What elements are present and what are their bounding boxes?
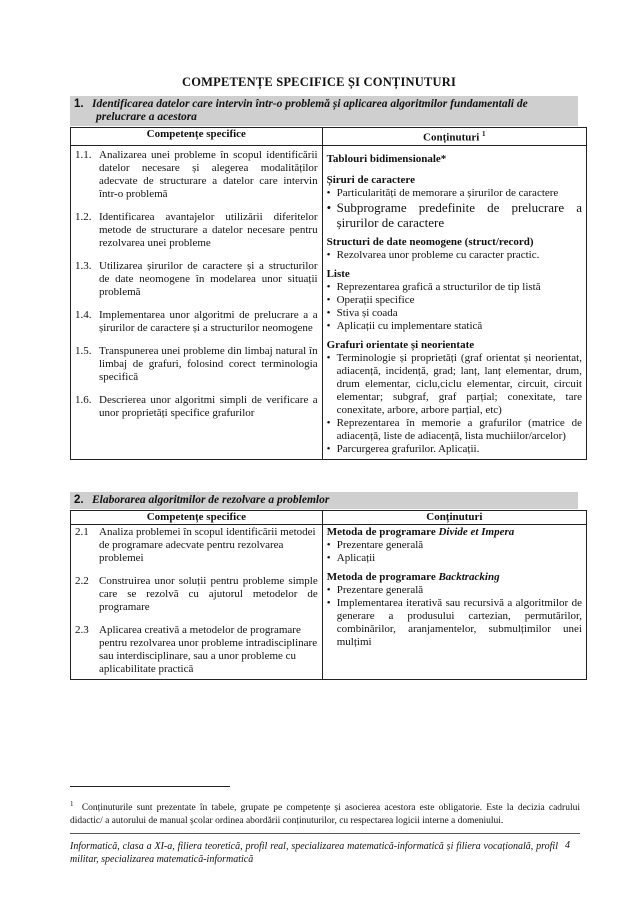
competence-number: 1.1. bbox=[75, 148, 92, 161]
footnote bbox=[70, 798, 580, 828]
content-heading-graphs: Grafuri orientate și neorientate bbox=[326, 338, 475, 351]
list-item: • Aplicații bbox=[327, 552, 582, 565]
list-item: • Particularități de memorare a șirurilor de caractere bbox=[327, 187, 582, 200]
section-2-number: 2. bbox=[74, 494, 84, 506]
competence-text: Utilizarea șirurilor de caractere și a structurilor de date neomogene în modelarea unor situații problemă bbox=[99, 259, 318, 298]
contents-header bbox=[322, 128, 586, 146]
competences-cell bbox=[71, 525, 323, 680]
section-1-table bbox=[70, 127, 587, 460]
footnote-mark: 1 bbox=[70, 800, 74, 808]
competence-item bbox=[75, 526, 318, 565]
list-item: • Prezentare generală bbox=[327, 539, 582, 552]
competence-item bbox=[75, 260, 318, 299]
content-heading-strings: Șiruri de caractere bbox=[326, 173, 415, 186]
method-prefix: Metoda de programare bbox=[326, 526, 439, 538]
competence-number: 1.2. bbox=[75, 210, 92, 223]
graphs-list bbox=[327, 352, 582, 456]
competences-header: Competențe specifice bbox=[71, 511, 323, 525]
competence-item bbox=[75, 309, 318, 335]
contents-header-label: Conținuturi bbox=[423, 131, 480, 144]
list-item: • Operații specifice bbox=[327, 294, 582, 307]
competence-item bbox=[75, 345, 318, 384]
section-2-heading bbox=[70, 492, 578, 509]
footnote-ref: 1 bbox=[482, 130, 486, 138]
footer-separator bbox=[70, 833, 580, 834]
contents-header: Conținuturi bbox=[322, 511, 586, 525]
competence-item bbox=[75, 575, 318, 614]
competence-text: Construirea unor soluții pentru probleme simple care se rezolvă cu ajutorul metodelor de programare bbox=[99, 575, 318, 613]
competence-number: 1.4. bbox=[75, 308, 92, 321]
lists-list bbox=[327, 281, 582, 333]
competence-text: Analizarea unei probleme în scopul identificării datelor necesare și alegerea modalităților adecvate de structurare a datelor care intervin într-o problemă bbox=[99, 148, 318, 200]
footnote-separator bbox=[70, 786, 230, 787]
page-footer: Informatică, clasa a XI-a, filiera teoretică, profil real, specializarea matematică-informatică și filiera vocațională, profil militar, specializarea matematică-informatică bbox=[70, 841, 558, 865]
competence-number: 1.3. bbox=[75, 259, 92, 272]
section-1-title-line1: Identificarea datelor care intervin într-o problemă și aplicarea algoritmilor fundamentali de bbox=[92, 98, 528, 110]
competences-header: Competențe specifice bbox=[71, 128, 323, 146]
section-2-title: Elaborarea algoritmilor de rezolvare a problemlor bbox=[92, 494, 330, 506]
competence-number: 1.6. bbox=[75, 393, 92, 406]
list-item: • Aplicații cu implementare statică bbox=[327, 320, 582, 333]
content-heading-backtracking bbox=[327, 571, 582, 584]
footnote-text: Conținuturile sunt prezentate în tabele, grupate pe competențe și asocierea acestora este obligatorie. Este la decizia cadrului didactic/ a autorului de manual școlar ordinea abordării conținuturilor, cu respectarea logicii interne a domeniului. bbox=[70, 803, 581, 827]
struct-list bbox=[327, 249, 582, 262]
competence-text: Aplicarea creativă a metodelor de programare pentru rezolvarea unor probleme intradisciplinare sau interdisciplinare, sau a unor probleme cu aplicabilitate practică bbox=[99, 624, 318, 675]
content-heading-struct: Structuri de date neomogene (struct/record) bbox=[326, 235, 534, 248]
divide-list bbox=[327, 539, 582, 565]
list-item: • Stiva și coada bbox=[327, 307, 582, 320]
method-name: Backtracking bbox=[438, 571, 500, 583]
section-1-title-line2: prelucrare a acestora bbox=[96, 111, 197, 123]
competence-item bbox=[75, 211, 318, 250]
list-item: • Implementarea iterativă sau recursivă a algoritmilor de generare a produsului cartezian, permutărilor, combinărilor, aranjamentelor, submulțimilor unei mulțimi bbox=[327, 597, 582, 649]
contents-cell bbox=[322, 145, 586, 459]
method-prefix: Metoda de programare bbox=[326, 571, 439, 583]
competence-text: Implementarea unor algoritmi de prelucrare a a șirurilor de caractere și a structurilor neomogene bbox=[99, 308, 318, 334]
competence-text: Analiza problemei în scopul identificării metodei de programare adecvate pentru rezolvarea problemei bbox=[99, 526, 316, 564]
content-heading-tables: Tablouri bidimensionale* bbox=[326, 152, 447, 165]
page-number: 4 bbox=[565, 840, 570, 851]
list-item: • Parcurgerea grafurilor. Aplicații. bbox=[327, 443, 582, 456]
section-1-heading bbox=[70, 96, 578, 126]
competence-item bbox=[75, 394, 318, 420]
section-1-number: 1. bbox=[74, 98, 84, 110]
competence-number: 2.3 bbox=[75, 624, 89, 636]
content-heading-lists: Liste bbox=[326, 267, 350, 280]
list-item: • Prezentare generală bbox=[327, 584, 582, 597]
competence-text: Descrierea unor algoritmi simpli de verificare a unor proprietăți specifice grafurilor bbox=[99, 393, 318, 419]
competences-cell bbox=[71, 145, 323, 459]
list-item: • Reprezentarea grafică a structurilor de tip listă bbox=[327, 281, 582, 294]
list-item: • Reprezentarea în memorie a grafurilor (matrice de adiacență, liste de adiacență, lista muchiilor/arcelor) bbox=[327, 417, 582, 443]
section-2-table bbox=[70, 510, 587, 680]
list-item: • Terminologie și proprietăți (graf orientat și neorientat, adiacență, incidență, grad; lanț, lanț elementar, drum, drum elementar, ciclu,ciclu elementar, circuit, circuit elementar; subgraf, graf parțial; conexitate, tare conexitate, arbore, arbore parțial, etc) bbox=[327, 352, 582, 417]
list-item: • Subprograme predefinite de prelucrare a șirurilor de caractere bbox=[327, 200, 582, 230]
page-title: COMPETENȚE SPECIFICE ȘI CONȚINUTURI bbox=[181, 75, 457, 89]
strings-list bbox=[327, 187, 582, 230]
competence-item bbox=[75, 624, 318, 676]
competence-number: 2.1 bbox=[75, 526, 89, 538]
competence-text: Transpunerea unei probleme din limbaj natural în limbaj de grafuri, folosind corect terminologia specifică bbox=[99, 344, 318, 383]
competence-number: 1.5. bbox=[75, 344, 92, 357]
competence-number: 2.2 bbox=[75, 575, 89, 587]
contents-cell bbox=[322, 525, 586, 680]
competence-item bbox=[75, 149, 318, 201]
list-item: • Rezolvarea unor probleme cu caracter practic. bbox=[327, 249, 582, 262]
competence-text: Identificarea avantajelor utilizării diferitelor metode de structurare a datelor necesare pentru rezolvarea unei probleme bbox=[99, 210, 318, 249]
backtracking-list bbox=[327, 584, 582, 649]
content-heading-divide bbox=[327, 526, 582, 539]
method-name: Divide et Impera bbox=[438, 526, 515, 538]
